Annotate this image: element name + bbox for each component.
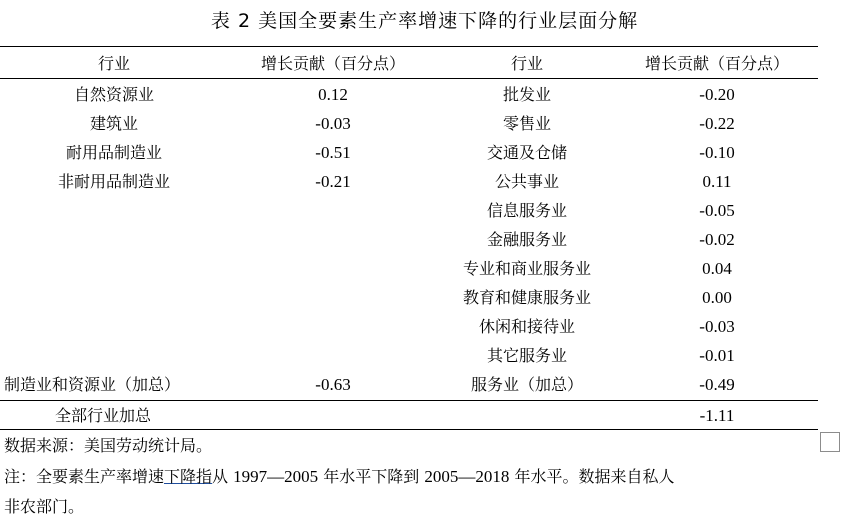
footnote-text1: 从 xyxy=(212,467,229,486)
right-row-value: -0.10 xyxy=(699,143,735,162)
footnote-text3: 年水平。数据来自私人 xyxy=(514,467,675,486)
right-row-industry: 交通及仓储 xyxy=(486,143,567,162)
header-contribution-left: 增长贡献（百分点） xyxy=(260,54,405,73)
right-row-industry: 信息服务业 xyxy=(486,201,567,220)
subtotal-right-value: -0.49 xyxy=(699,375,735,394)
left-row-value: 0.12 xyxy=(318,85,348,104)
right-row-value: -0.05 xyxy=(699,201,735,220)
footnote-line2: 非农部门。 xyxy=(4,497,85,516)
footnote-underlined: 下降指 xyxy=(164,467,213,486)
right-row-industry: 其它服务业 xyxy=(486,346,567,365)
source-note: 数据来源：美国劳动统计局。 xyxy=(4,436,213,455)
footnote-prefix: 注：全要素生产率增速 xyxy=(4,467,165,486)
left-row-value: -0.03 xyxy=(315,114,351,133)
right-row-value: -0.01 xyxy=(699,346,735,365)
left-row-industry: 非耐用品制造业 xyxy=(57,172,170,191)
right-row-value: -0.03 xyxy=(699,317,735,336)
table-resize-handle[interactable] xyxy=(820,432,840,452)
right-row-value: -0.20 xyxy=(699,85,735,104)
total-value: -1.11 xyxy=(699,406,735,425)
footnote-year2: 2005—2018 xyxy=(424,467,510,486)
right-row-value: -0.02 xyxy=(699,230,735,249)
total-label: 全部行业加总 xyxy=(55,406,152,425)
table-bottom-rule xyxy=(0,429,818,430)
left-row-industry: 自然资源业 xyxy=(73,85,154,104)
subtotal-right-label: 服务业（加总） xyxy=(470,375,583,394)
left-row-industry: 建筑业 xyxy=(89,114,138,133)
subtotal-left-label: 制造业和资源业（加总） xyxy=(4,375,181,394)
left-row-industry: 耐用品制造业 xyxy=(65,143,162,162)
right-row-industry: 休闲和接待业 xyxy=(478,317,575,336)
footnote xyxy=(4,466,674,488)
footnote-text2: 年水平下降到 xyxy=(323,467,420,486)
right-row-industry: 金融服务业 xyxy=(486,230,567,249)
subtotal-rule xyxy=(0,400,818,401)
right-row-industry: 公共事业 xyxy=(494,172,559,191)
left-row-value: -0.21 xyxy=(315,172,351,191)
right-row-value: 0.00 xyxy=(702,288,732,307)
right-row-industry: 专业和商业服务业 xyxy=(462,259,591,278)
footnote-year1: 1997—2005 xyxy=(233,467,319,486)
table-top-rule xyxy=(0,46,818,47)
right-row-industry: 零售业 xyxy=(502,114,551,133)
subtotal-left-value: -0.63 xyxy=(315,375,351,394)
right-row-industry: 批发业 xyxy=(502,85,551,104)
header-industry-left: 行业 xyxy=(97,54,130,73)
right-row-value: 0.04 xyxy=(702,259,732,278)
right-row-value: -0.22 xyxy=(699,114,735,133)
header-industry-right: 行业 xyxy=(510,54,543,73)
right-row-industry: 教育和健康服务业 xyxy=(462,288,591,307)
header-contribution-right: 增长贡献（百分点） xyxy=(644,54,789,73)
left-row-value: -0.51 xyxy=(315,143,351,162)
right-row-value: 0.11 xyxy=(702,172,732,191)
table-title: 表 2 美国全要素生产率增速下降的行业层面分解 xyxy=(210,10,639,32)
header-rule xyxy=(0,78,818,79)
